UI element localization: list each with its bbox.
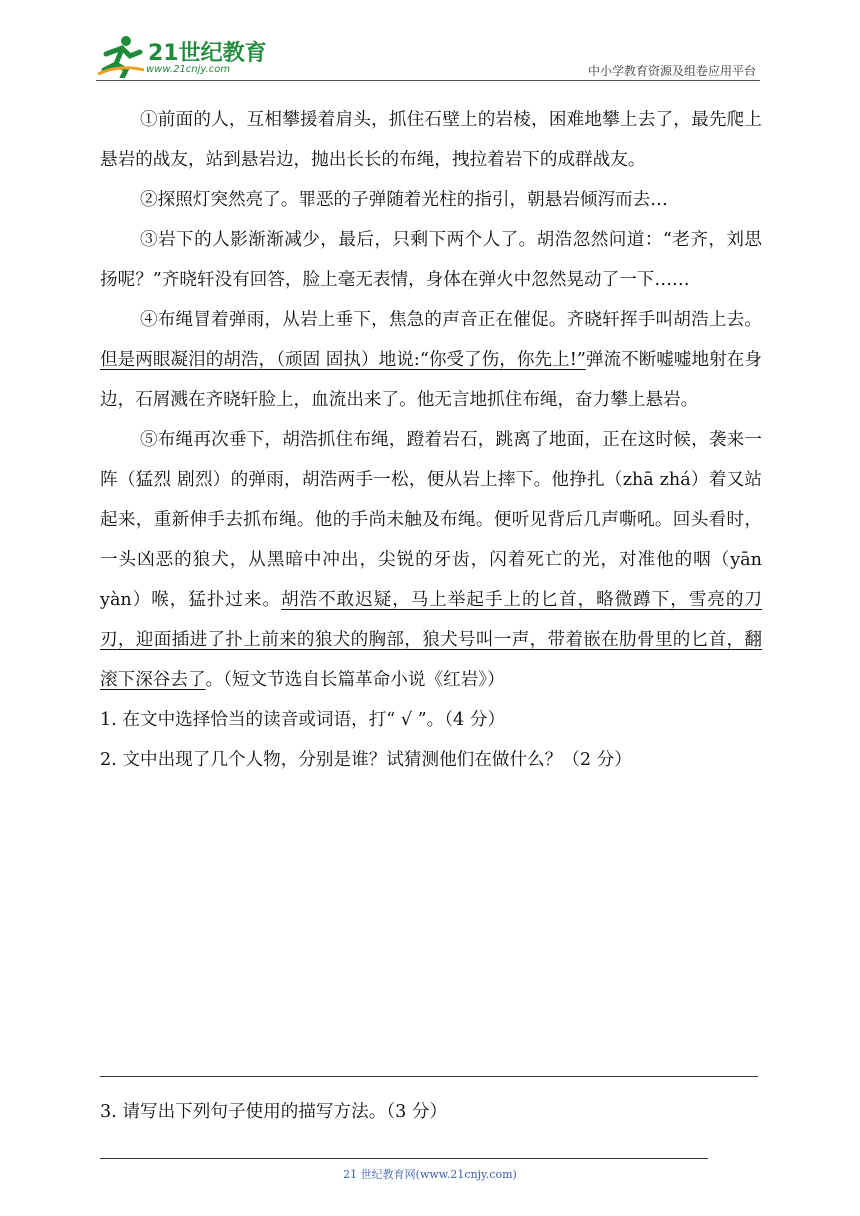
answer-line-q2[interactable] [100, 1076, 758, 1077]
underlined-sentence-1: 但是两眼凝泪的胡浩，（顽固 固执）地说:“你受了伤，你先上!” [100, 350, 586, 370]
paragraph-4-intro: ④布绳冒着弹雨，从岩上垂下，焦急的声音正在催促。齐晓轩挥手叫胡浩上去。 [140, 310, 762, 330]
paragraph-2: ②探照灯突然亮了。罪恶的子弹随着光柱的指引，朝悬岩倾泻而去… [140, 190, 668, 210]
question-3: 3. 请写出下列句子使用的描写方法。（3 分） [100, 1102, 448, 1122]
paragraph-5-source: 。（短文节选自长篇革命小说《红岩》） [205, 670, 505, 690]
page-header [0, 0, 860, 90]
question-2: 2. 文中出现了几个人物，分别是谁？试猜测他们在做什么？（2 分） [100, 750, 632, 770]
paragraph-3: ③岩下的人影渐渐减少，最后，只剩下两个人了。胡浩忽然问道：“老齐，刘思扬呢？”齐晓轩没有回答，脸上毫无表情，身体在弹火中忽然晃动了一下…… [100, 230, 762, 290]
header-tagline: 中小学教育资源及组卷应用平台 [587, 64, 756, 78]
paragraph-4-rest: 弹流不断嘘嘘地射在身边，石屑溅在齐晓轩脸上，血流出来了。他无言地抓住布绳，奋力攀上悬岩。 [100, 350, 762, 410]
header-divider [96, 80, 760, 81]
footer-divider [100, 1158, 708, 1159]
question-3-block [100, 1092, 762, 1132]
paragraph-5 [100, 420, 762, 700]
underlined-sentence-2: 胡浩不敢迟疑，马上举起手上的匕首，略微蹲下，雪亮的刀刃，迎面插进了扑上前来的狼犬的胸部，狼犬号叫一声，带着嵌在肋骨里的匕首，翻滚下深谷去了 [100, 590, 762, 690]
passage-body [100, 100, 762, 780]
logo-url: www.21cnjy.com [146, 64, 231, 75]
paragraph-4 [100, 300, 762, 420]
footer-link[interactable]: 21 世纪教育网(www.21cnjy.com) [343, 1168, 517, 1181]
logo-text: 21世纪教育 [148, 41, 267, 66]
runner-logo-icon [96, 34, 146, 78]
paragraph-5-intro: ⑤布绳再次垂下，胡浩抓住布绳，蹬着岩石，跳离了地面，正在这时候，袭来一阵（猛烈 剧烈）的弹雨，胡浩两手一松，便从岩上摔下。他挣扎（zhā zhá）着又站起来，重新伸手去抓布绳。他的手尚未触及布绳。便听见背后几声嘶吼。回头看时，一头凶恶的狼犬，从黑暗中冲出，尖锐的牙齿，闪着死亡的光，对准他的咽（yān yàn）喉，猛扑过来。 [100, 430, 762, 610]
site-logo[interactable] [96, 34, 266, 80]
paragraph-1: ①前面的人，互相攀援着肩头，抓住石壁上的岩棱，困难地攀上去了，最先爬上悬岩的战友，站到悬岩边，抛出长长的布绳，拽拉着岩下的成群战友。 [100, 110, 762, 170]
question-1: 1. 在文中选择恰当的读音或词语，打“ √ ”。（4 分） [100, 710, 506, 730]
